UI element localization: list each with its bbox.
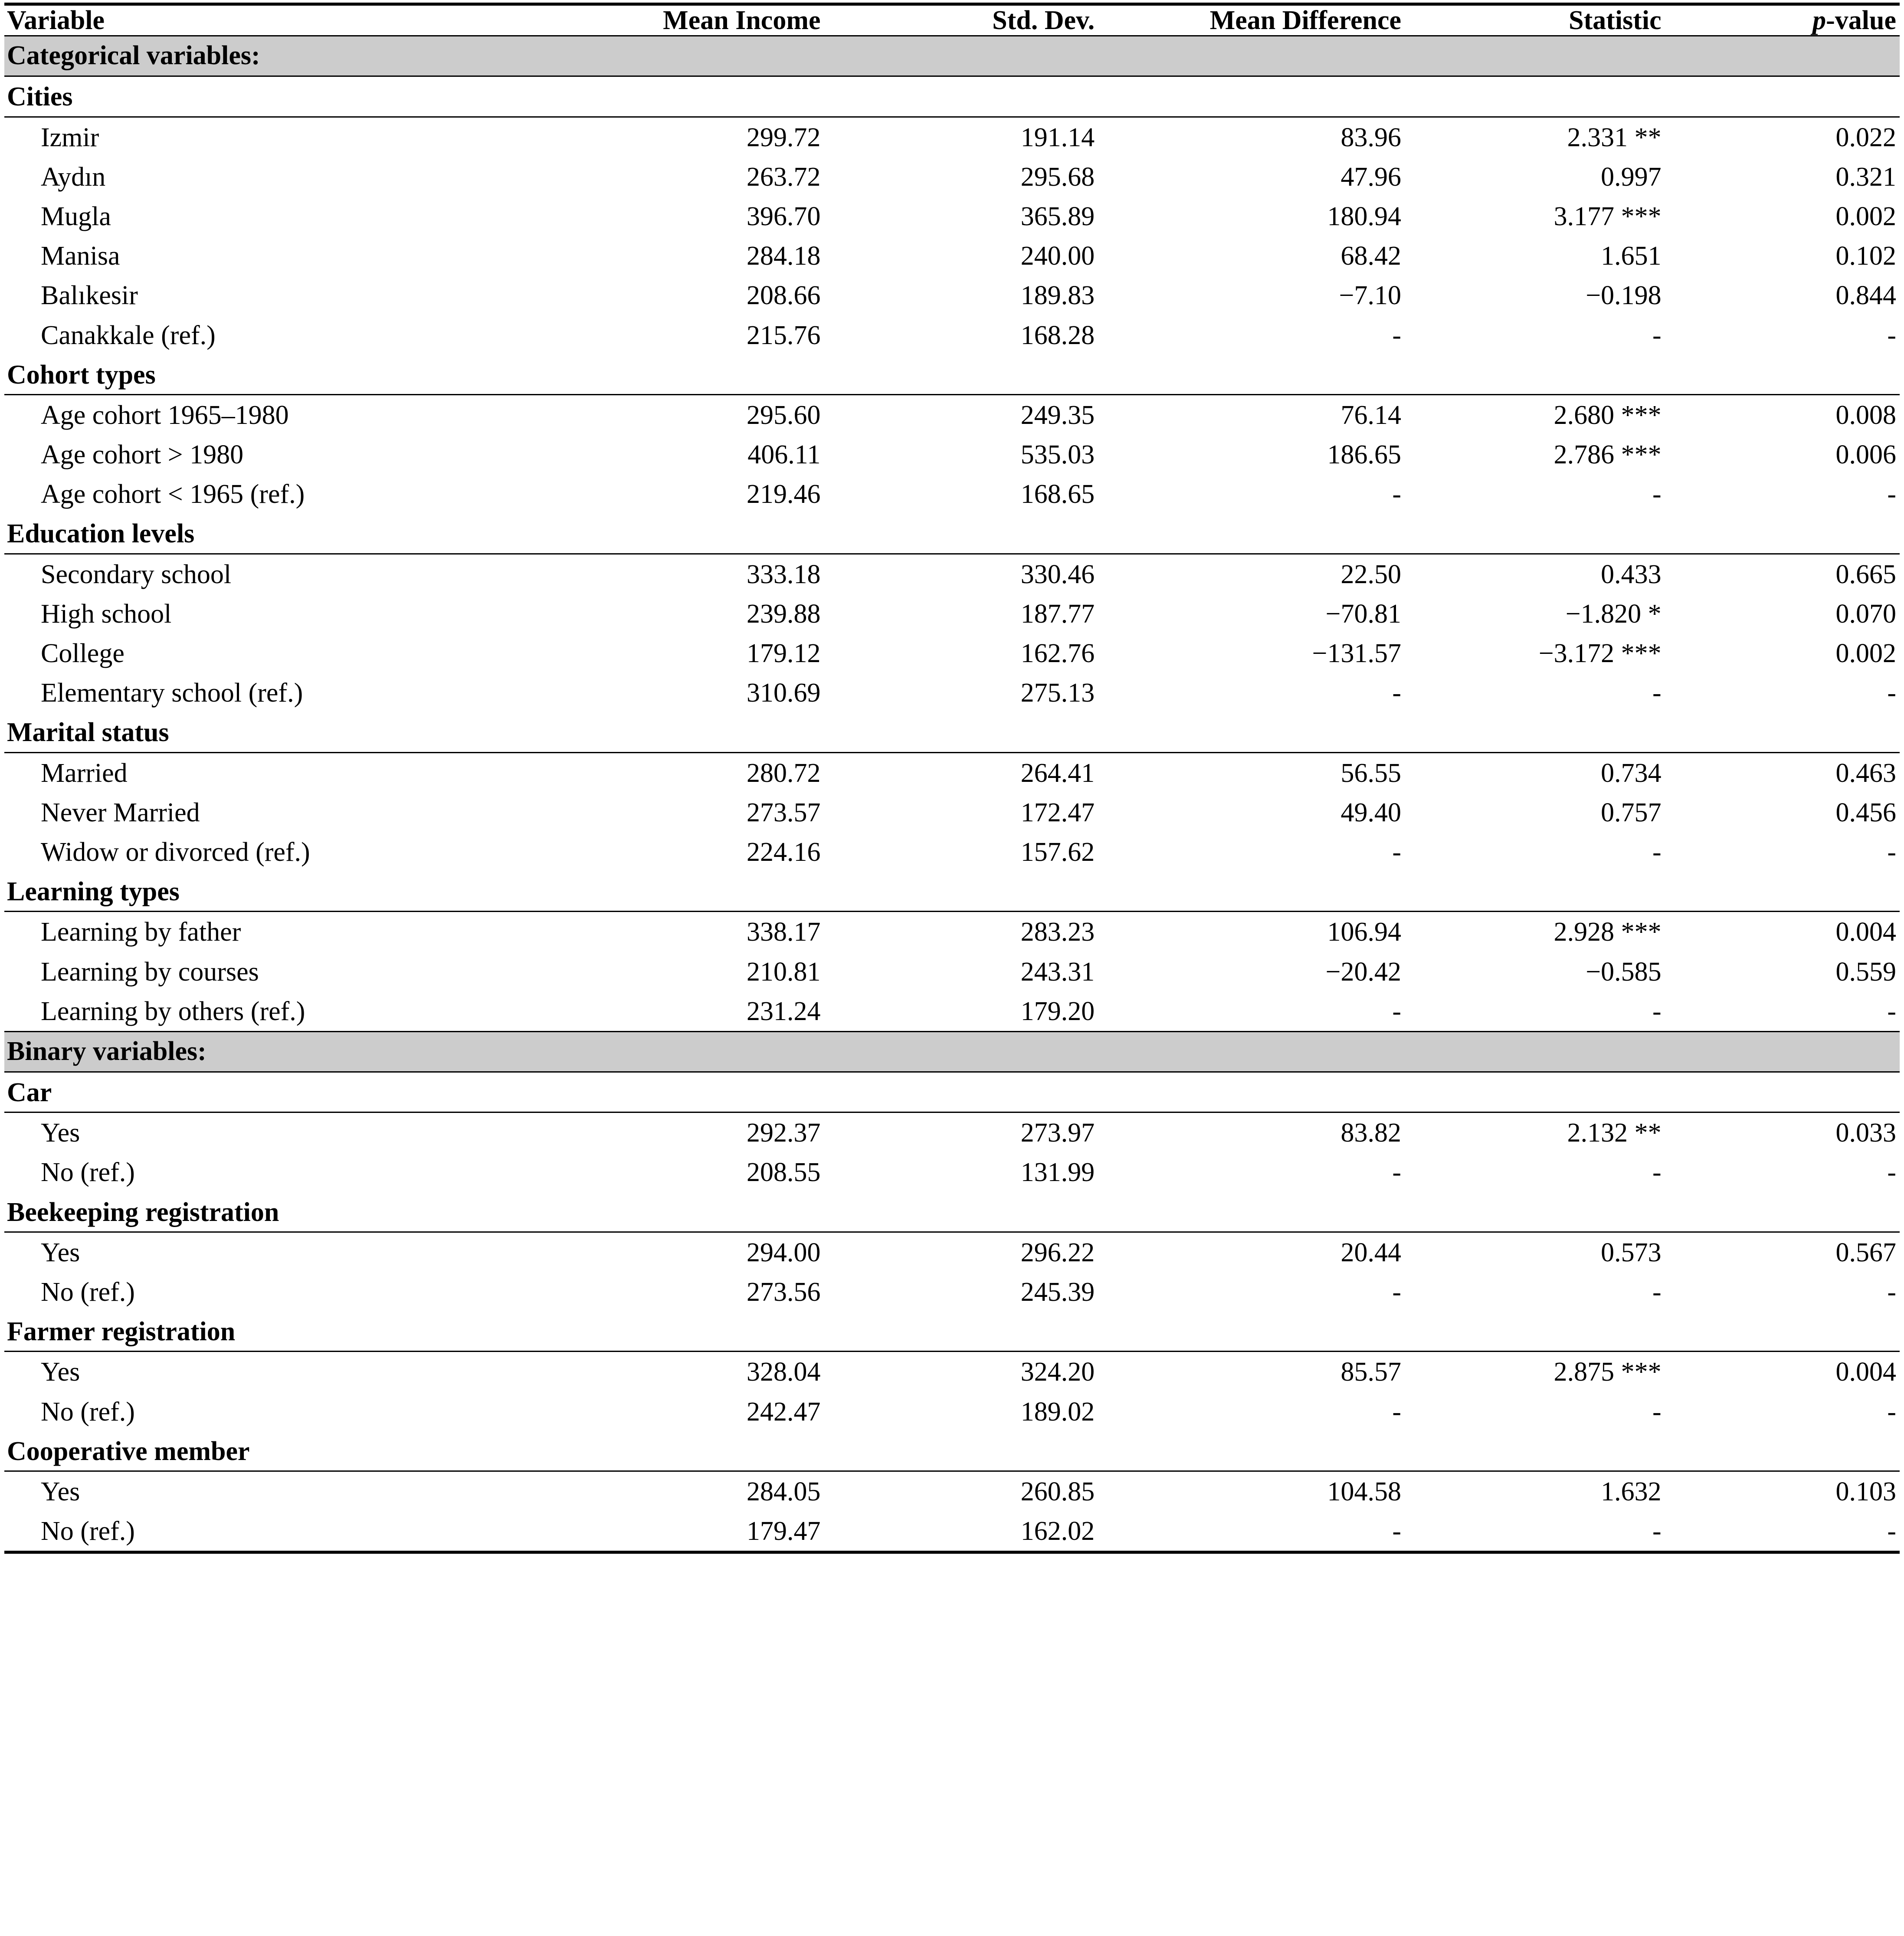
row-label: Balıkesir bbox=[41, 281, 138, 311]
cell-std-dev: 189.83 bbox=[1020, 281, 1095, 311]
cell-std-dev: 283.23 bbox=[1020, 917, 1095, 947]
group-spacer-cell bbox=[1421, 872, 1681, 912]
cell-std-dev: 168.65 bbox=[1020, 479, 1095, 509]
group-header-row bbox=[4, 1312, 1900, 1352]
group-label: Education levels bbox=[4, 514, 557, 554]
cell-mean-difference: 186.65 bbox=[1327, 440, 1402, 470]
row-label: No (ref.) bbox=[41, 1516, 135, 1546]
p-rest: -value bbox=[1826, 6, 1896, 35]
cell-statistic: 0.997 bbox=[1601, 162, 1661, 192]
group-spacer-cell bbox=[557, 872, 840, 912]
group-label: Cooperative member bbox=[4, 1431, 557, 1471]
group-spacer-cell bbox=[1681, 872, 1900, 912]
group-spacer-cell bbox=[557, 76, 840, 117]
row-label: Mugla bbox=[41, 201, 111, 231]
cell-mean-income: 224.16 bbox=[746, 837, 821, 867]
table-row bbox=[4, 793, 1900, 832]
cell-statistic: - bbox=[1652, 837, 1661, 867]
row-label: Elementary school (ref.) bbox=[41, 678, 303, 708]
cell-mean-income: 294.00 bbox=[746, 1237, 821, 1267]
cell-std-dev: 191.14 bbox=[1020, 122, 1095, 152]
group-header-row bbox=[4, 872, 1900, 912]
group-label: Cities bbox=[4, 76, 557, 117]
group-spacer-cell bbox=[840, 1072, 1114, 1112]
cell-mean-difference: 22.50 bbox=[1340, 559, 1402, 589]
group-spacer-cell bbox=[557, 514, 840, 554]
cell-statistic: 0.573 bbox=[1601, 1237, 1661, 1267]
row-label: Manisa bbox=[41, 241, 120, 271]
column-header-mean-income: Mean Income bbox=[663, 6, 821, 35]
table-row bbox=[4, 554, 1900, 594]
table-row bbox=[4, 315, 1900, 355]
cell-mean-difference: - bbox=[1392, 678, 1402, 708]
cell-mean-difference: 104.58 bbox=[1327, 1477, 1402, 1506]
cell-p-value: 0.002 bbox=[1835, 201, 1896, 231]
cell-mean-income: 263.72 bbox=[746, 162, 821, 192]
table-row bbox=[4, 594, 1900, 633]
cell-statistic: - bbox=[1652, 479, 1661, 509]
group-spacer-cell bbox=[840, 355, 1114, 395]
group-label: Cohort types bbox=[4, 355, 557, 395]
cell-mean-income: 231.24 bbox=[746, 996, 821, 1026]
row-label: Married bbox=[41, 758, 128, 788]
cell-p-value: 0.008 bbox=[1835, 400, 1896, 430]
cell-std-dev: 172.47 bbox=[1020, 797, 1095, 827]
cell-std-dev: 243.31 bbox=[1020, 957, 1095, 987]
cell-statistic: −0.198 bbox=[1586, 281, 1661, 311]
group-spacer-cell bbox=[557, 1192, 840, 1232]
row-label: Learning by father bbox=[41, 917, 241, 947]
column-header-p-value bbox=[1681, 4, 1900, 36]
table-row bbox=[4, 1511, 1900, 1552]
cell-statistic: 2.132 ** bbox=[1567, 1118, 1661, 1148]
table-row bbox=[4, 752, 1900, 793]
cell-mean-difference: - bbox=[1392, 1516, 1402, 1546]
statistics-table bbox=[4, 3, 1900, 1554]
cell-p-value: 0.844 bbox=[1835, 281, 1896, 311]
cell-statistic: - bbox=[1652, 1277, 1661, 1307]
cell-statistic: 3.177 *** bbox=[1553, 201, 1661, 231]
cell-std-dev: 275.13 bbox=[1020, 678, 1095, 708]
cell-statistic: - bbox=[1652, 320, 1661, 350]
cell-mean-income: 179.12 bbox=[746, 639, 821, 668]
group-spacer-cell bbox=[1114, 1312, 1421, 1352]
row-label: Never Married bbox=[41, 797, 200, 827]
cell-mean-income: 328.04 bbox=[746, 1357, 821, 1387]
table-row bbox=[4, 1112, 1900, 1153]
cell-mean-income: 210.81 bbox=[746, 957, 821, 987]
cell-mean-difference: −7.10 bbox=[1339, 281, 1402, 311]
cell-std-dev: 535.03 bbox=[1020, 440, 1095, 470]
cell-statistic: - bbox=[1652, 1516, 1661, 1546]
cell-std-dev: 157.62 bbox=[1020, 837, 1095, 867]
group-spacer-cell bbox=[557, 1312, 840, 1352]
group-spacer-cell bbox=[1421, 1192, 1681, 1232]
cell-std-dev: 168.28 bbox=[1020, 320, 1095, 350]
cell-std-dev: 264.41 bbox=[1020, 758, 1095, 788]
table-row bbox=[4, 912, 1900, 952]
row-label: Learning by courses bbox=[41, 957, 259, 987]
group-spacer-cell bbox=[1681, 514, 1900, 554]
cell-p-value: - bbox=[1887, 1158, 1896, 1188]
cell-mean-difference: 76.14 bbox=[1340, 400, 1402, 430]
column-header-statistic: Statistic bbox=[1569, 6, 1661, 35]
cell-mean-income: 280.72 bbox=[746, 758, 821, 788]
cell-p-value: 0.033 bbox=[1835, 1118, 1896, 1148]
cell-p-value: 0.463 bbox=[1835, 758, 1896, 788]
table-row bbox=[4, 157, 1900, 197]
cell-mean-difference: - bbox=[1392, 320, 1402, 350]
cell-mean-income: 242.47 bbox=[746, 1397, 821, 1427]
row-label: Secondary school bbox=[41, 559, 232, 589]
cell-statistic: −1.820 * bbox=[1565, 599, 1661, 629]
group-spacer-cell bbox=[840, 1431, 1114, 1471]
section-title: Categorical variables: bbox=[4, 36, 1900, 76]
cell-p-value: - bbox=[1887, 479, 1896, 509]
cell-statistic: 1.632 bbox=[1601, 1477, 1661, 1506]
group-label: Car bbox=[4, 1072, 557, 1112]
cell-statistic: 0.757 bbox=[1601, 797, 1661, 827]
cell-mean-difference: −70.81 bbox=[1325, 599, 1402, 629]
p-italic: p bbox=[1812, 6, 1826, 35]
table-row bbox=[4, 1471, 1900, 1511]
cell-std-dev: 162.76 bbox=[1020, 639, 1095, 668]
group-spacer-cell bbox=[1681, 1431, 1900, 1471]
cell-p-value: - bbox=[1887, 996, 1896, 1026]
group-spacer-cell bbox=[840, 1192, 1114, 1232]
table-row bbox=[4, 1152, 1900, 1192]
group-spacer-cell bbox=[1421, 1312, 1681, 1352]
cell-mean-difference: 83.82 bbox=[1340, 1118, 1402, 1148]
cell-mean-difference: 106.94 bbox=[1327, 917, 1402, 947]
cell-p-value: 0.559 bbox=[1835, 957, 1896, 987]
row-label: Age cohort < 1965 (ref.) bbox=[41, 479, 305, 509]
cell-mean-income: 333.18 bbox=[746, 559, 821, 589]
cell-std-dev: 330.46 bbox=[1020, 559, 1095, 589]
cell-std-dev: 249.35 bbox=[1020, 400, 1095, 430]
group-spacer-cell bbox=[1421, 355, 1681, 395]
cell-statistic: 2.786 *** bbox=[1553, 440, 1661, 470]
cell-mean-income: 273.56 bbox=[746, 1277, 821, 1307]
cell-mean-income: 299.72 bbox=[746, 122, 821, 152]
group-label: Beekeeping registration bbox=[4, 1192, 557, 1232]
cell-p-value: 0.022 bbox=[1835, 122, 1896, 152]
cell-statistic: - bbox=[1652, 1397, 1661, 1427]
cell-std-dev: 296.22 bbox=[1020, 1237, 1095, 1267]
group-header-row bbox=[4, 1431, 1900, 1471]
group-spacer-cell bbox=[840, 1312, 1114, 1352]
cell-statistic: 2.928 *** bbox=[1553, 917, 1661, 947]
row-label: Izmir bbox=[41, 122, 99, 152]
group-spacer-cell bbox=[840, 76, 1114, 117]
column-header-variable: Variable bbox=[7, 6, 105, 35]
row-label: High school bbox=[41, 599, 172, 629]
cell-std-dev: 365.89 bbox=[1020, 201, 1095, 231]
cell-mean-income: 208.66 bbox=[746, 281, 821, 311]
group-spacer-cell bbox=[840, 712, 1114, 752]
row-label: Yes bbox=[41, 1357, 80, 1387]
cell-std-dev: 162.02 bbox=[1020, 1516, 1095, 1546]
cell-mean-income: 284.18 bbox=[746, 241, 821, 271]
table-row bbox=[4, 236, 1900, 276]
cell-p-value: - bbox=[1887, 837, 1896, 867]
table-row bbox=[4, 394, 1900, 435]
cell-mean-difference: - bbox=[1392, 1158, 1402, 1188]
table-row bbox=[4, 117, 1900, 157]
cell-std-dev: 295.68 bbox=[1020, 162, 1095, 192]
group-spacer-cell bbox=[1421, 1431, 1681, 1471]
cell-mean-income: 208.55 bbox=[746, 1158, 821, 1188]
row-label: Widow or divorced (ref.) bbox=[41, 837, 310, 867]
group-spacer-cell bbox=[1114, 514, 1421, 554]
cell-mean-income: 338.17 bbox=[746, 917, 821, 947]
cell-statistic: 0.433 bbox=[1601, 559, 1661, 589]
table-row bbox=[4, 1352, 1900, 1392]
cell-mean-income: 219.46 bbox=[746, 479, 821, 509]
cell-statistic: 2.680 *** bbox=[1553, 400, 1661, 430]
table-row bbox=[4, 435, 1900, 474]
table-row bbox=[4, 991, 1900, 1032]
cell-std-dev: 324.20 bbox=[1020, 1357, 1095, 1387]
cell-mean-difference: - bbox=[1392, 996, 1402, 1026]
group-spacer-cell bbox=[840, 872, 1114, 912]
cell-p-value: - bbox=[1887, 678, 1896, 708]
row-label: Yes bbox=[41, 1237, 80, 1267]
group-spacer-cell bbox=[1681, 1192, 1900, 1232]
cell-mean-difference: - bbox=[1392, 1277, 1402, 1307]
cell-std-dev: 131.99 bbox=[1020, 1158, 1095, 1188]
cell-p-value: - bbox=[1887, 320, 1896, 350]
cell-mean-difference: - bbox=[1392, 479, 1402, 509]
group-spacer-cell bbox=[1421, 76, 1681, 117]
group-spacer-cell bbox=[1114, 712, 1421, 752]
group-header-row bbox=[4, 514, 1900, 554]
table-row bbox=[4, 1232, 1900, 1272]
cell-std-dev: 240.00 bbox=[1020, 241, 1095, 271]
cell-mean-income: 239.88 bbox=[746, 599, 821, 629]
row-label: College bbox=[41, 639, 125, 668]
section-header-row bbox=[4, 36, 1900, 76]
cell-mean-income: 406.11 bbox=[747, 440, 821, 470]
row-label: No (ref.) bbox=[41, 1158, 135, 1188]
cell-mean-income: 310.69 bbox=[746, 678, 821, 708]
cell-statistic: - bbox=[1652, 996, 1661, 1026]
cell-std-dev: 189.02 bbox=[1020, 1397, 1095, 1427]
group-label: Farmer registration bbox=[4, 1312, 557, 1352]
group-spacer-cell bbox=[1114, 1431, 1421, 1471]
cell-mean-income: 396.70 bbox=[746, 201, 821, 231]
row-label: Yes bbox=[41, 1477, 80, 1506]
table-row bbox=[4, 474, 1900, 514]
cell-p-value: 0.321 bbox=[1835, 162, 1896, 192]
row-label: Age cohort > 1980 bbox=[41, 440, 244, 470]
group-spacer-cell bbox=[1681, 712, 1900, 752]
cell-std-dev: 245.39 bbox=[1020, 1277, 1095, 1307]
cell-mean-difference: −20.42 bbox=[1325, 957, 1402, 987]
cell-mean-difference: - bbox=[1392, 1397, 1402, 1427]
cell-statistic: - bbox=[1652, 678, 1661, 708]
group-spacer-cell bbox=[1681, 76, 1900, 117]
cell-p-value: 0.456 bbox=[1835, 797, 1896, 827]
group-spacer-cell bbox=[1421, 514, 1681, 554]
cell-mean-difference: 20.44 bbox=[1340, 1237, 1402, 1267]
group-label: Marital status bbox=[4, 712, 557, 752]
row-label: Canakkale (ref.) bbox=[41, 320, 216, 350]
group-header-row bbox=[4, 1072, 1900, 1112]
cell-std-dev: 273.97 bbox=[1020, 1118, 1095, 1148]
cell-p-value: - bbox=[1887, 1516, 1896, 1546]
group-header-row bbox=[4, 712, 1900, 752]
group-spacer-cell bbox=[557, 1072, 840, 1112]
table-row bbox=[4, 276, 1900, 315]
cell-mean-difference: 68.42 bbox=[1340, 241, 1402, 271]
cell-mean-difference: 56.55 bbox=[1340, 758, 1402, 788]
table-body bbox=[4, 36, 1900, 1552]
row-label: Learning by others (ref.) bbox=[41, 996, 305, 1026]
cell-std-dev: 187.77 bbox=[1020, 599, 1095, 629]
cell-mean-difference: 85.57 bbox=[1340, 1357, 1402, 1387]
table-row bbox=[4, 952, 1900, 991]
cell-p-value: 0.070 bbox=[1835, 599, 1896, 629]
cell-mean-difference: −131.57 bbox=[1312, 639, 1402, 668]
cell-statistic: - bbox=[1652, 1158, 1661, 1188]
cell-p-value: 0.004 bbox=[1835, 917, 1896, 947]
table-row bbox=[4, 832, 1900, 872]
cell-p-value: 0.102 bbox=[1835, 241, 1896, 271]
cell-mean-income: 292.37 bbox=[746, 1118, 821, 1148]
cell-statistic: 2.875 *** bbox=[1553, 1357, 1661, 1387]
group-spacer-cell bbox=[1114, 872, 1421, 912]
group-spacer-cell bbox=[1114, 1192, 1421, 1232]
row-label: Age cohort 1965–1980 bbox=[41, 400, 289, 430]
column-header-mean-difference: Mean Difference bbox=[1209, 6, 1402, 35]
row-label: Aydın bbox=[41, 162, 106, 192]
cell-p-value: 0.002 bbox=[1835, 639, 1896, 668]
cell-mean-difference: 180.94 bbox=[1327, 201, 1402, 231]
cell-statistic: −0.585 bbox=[1586, 957, 1661, 987]
cell-p-value: 0.567 bbox=[1835, 1237, 1896, 1267]
cell-mean-income: 284.05 bbox=[746, 1477, 821, 1506]
group-spacer-cell bbox=[1681, 1312, 1900, 1352]
group-header-row bbox=[4, 76, 1900, 117]
section-header-row bbox=[4, 1031, 1900, 1072]
header-row bbox=[4, 4, 1900, 36]
group-spacer-cell bbox=[1114, 355, 1421, 395]
row-label: No (ref.) bbox=[41, 1277, 135, 1307]
cell-mean-difference: 83.96 bbox=[1340, 122, 1402, 152]
cell-mean-difference: 49.40 bbox=[1340, 797, 1402, 827]
row-label: No (ref.) bbox=[41, 1397, 135, 1427]
cell-std-dev: 179.20 bbox=[1020, 996, 1095, 1026]
cell-statistic: 0.734 bbox=[1601, 758, 1661, 788]
group-spacer-cell bbox=[557, 1431, 840, 1471]
table-row bbox=[4, 1392, 1900, 1431]
cell-mean-income: 215.76 bbox=[746, 320, 821, 350]
group-spacer-cell bbox=[1681, 355, 1900, 395]
cell-p-value: - bbox=[1887, 1277, 1896, 1307]
table-row bbox=[4, 197, 1900, 236]
row-label: Yes bbox=[41, 1118, 80, 1148]
table-row bbox=[4, 673, 1900, 712]
cell-statistic: 1.651 bbox=[1601, 241, 1661, 271]
group-spacer-cell bbox=[1421, 1072, 1681, 1112]
group-header-row bbox=[4, 1192, 1900, 1232]
group-spacer-cell bbox=[557, 712, 840, 752]
cell-statistic: 2.331 ** bbox=[1567, 122, 1661, 152]
cell-p-value: 0.004 bbox=[1835, 1357, 1896, 1387]
group-spacer-cell bbox=[1114, 1072, 1421, 1112]
group-spacer-cell bbox=[1114, 76, 1421, 117]
cell-mean-difference: - bbox=[1392, 837, 1402, 867]
group-header-row bbox=[4, 355, 1900, 395]
table-row bbox=[4, 633, 1900, 673]
cell-p-value: - bbox=[1887, 1397, 1896, 1427]
group-spacer-cell bbox=[840, 514, 1114, 554]
cell-p-value: 0.006 bbox=[1835, 440, 1896, 470]
table-head bbox=[4, 4, 1900, 36]
group-spacer-cell bbox=[1421, 712, 1681, 752]
cell-statistic: −3.172 *** bbox=[1538, 639, 1661, 668]
column-header-std-dev: Std. Dev. bbox=[992, 6, 1095, 35]
group-spacer-cell bbox=[557, 355, 840, 395]
table-row bbox=[4, 1272, 1900, 1312]
cell-mean-income: 295.60 bbox=[746, 400, 821, 430]
section-title: Binary variables: bbox=[4, 1031, 1900, 1072]
group-spacer-cell bbox=[1681, 1072, 1900, 1112]
cell-mean-income: 179.47 bbox=[746, 1516, 821, 1546]
group-label: Learning types bbox=[4, 872, 557, 912]
cell-p-value: 0.103 bbox=[1835, 1477, 1896, 1506]
cell-p-value: 0.665 bbox=[1835, 559, 1896, 589]
cell-std-dev: 260.85 bbox=[1020, 1477, 1095, 1506]
cell-mean-difference: 47.96 bbox=[1340, 162, 1402, 192]
cell-mean-income: 273.57 bbox=[746, 797, 821, 827]
